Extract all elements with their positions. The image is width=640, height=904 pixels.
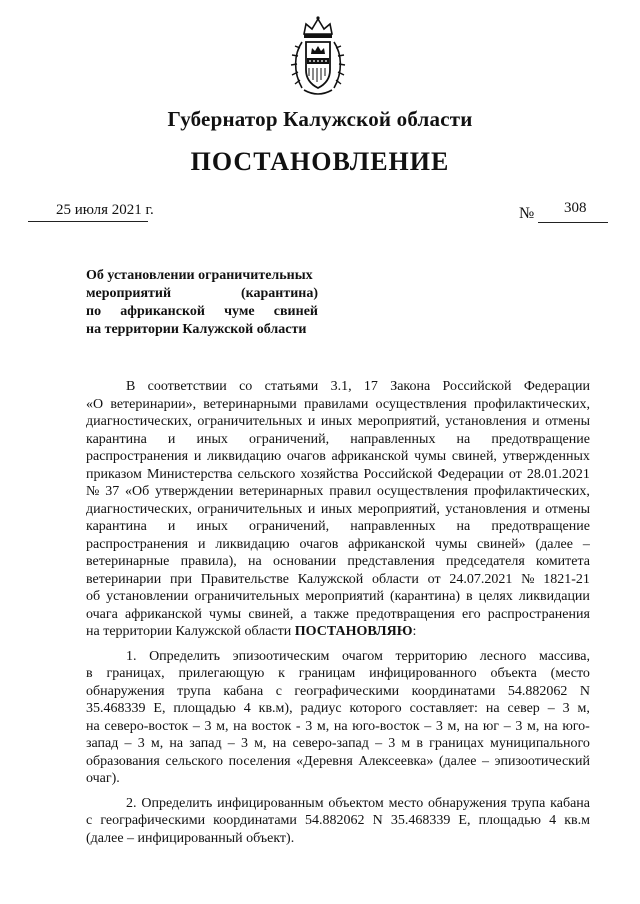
body-word: северо-восток [104, 718, 189, 734]
body-word: ветеринарии», [110, 396, 197, 412]
body-word: ликвидацию [215, 536, 290, 552]
body-line [86, 683, 590, 701]
body-line [86, 753, 590, 771]
document-subject [86, 267, 318, 339]
body-word: м, [150, 736, 164, 751]
body-word: со [239, 379, 253, 394]
body-word: распространения [487, 606, 590, 622]
body-word: утверждении [155, 484, 234, 499]
body-word: обнаружения [86, 683, 165, 699]
body-line [86, 648, 590, 666]
body-word: N [372, 813, 383, 828]
body-word: ограничений, [248, 431, 330, 447]
body-word: с [275, 683, 282, 699]
body-word: направленных [350, 519, 436, 534]
document-date: 25 июля 2021 г. [56, 202, 154, 218]
body-line [86, 483, 590, 501]
document-number: 308 [564, 200, 587, 216]
body-word: правила), [180, 554, 237, 569]
body-word: на [272, 736, 287, 751]
body-word: очаг). [86, 771, 120, 786]
body-word: географическими [100, 813, 206, 828]
body-word: инфицированного [369, 666, 477, 681]
body-word: площадью [478, 813, 542, 828]
body-word: E, [458, 813, 471, 828]
body-word: Определить [141, 795, 213, 811]
body-word: м, [254, 736, 267, 751]
body-word: 35.468339 [390, 813, 451, 828]
body-word: и [307, 501, 316, 517]
body-word: ликвидацию [207, 449, 282, 464]
body-word: иных [320, 414, 353, 429]
body-word: № [86, 484, 100, 499]
body-word: чумы [414, 449, 447, 464]
body-word: северо-запад [292, 736, 369, 751]
body-word: свиней, [451, 449, 497, 464]
body-line [86, 413, 590, 431]
body-word: 3 [305, 718, 313, 734]
body-word: установления [445, 414, 527, 429]
body-word: и [193, 449, 202, 464]
body-word: свиней, [248, 606, 294, 622]
body-word: Алексеевка» [358, 753, 434, 769]
body-word: установлении [106, 589, 189, 604]
body-word: ликвидации [518, 589, 590, 604]
body-word: объектом [328, 795, 384, 811]
body-word: юго-восток [352, 718, 420, 734]
body-line [86, 830, 590, 848]
body-word: 3 [435, 718, 443, 734]
body-word: 35.468339 [86, 701, 146, 716]
body-line [86, 536, 590, 554]
body-line [86, 396, 590, 414]
body-word: чумы [209, 606, 242, 622]
issuing-authority: Губернатор Калужской области [167, 107, 473, 131]
body-paragraph [86, 648, 590, 788]
body-word: – [582, 536, 590, 552]
body-word: сельского [237, 466, 296, 482]
body-paragraph [86, 795, 590, 848]
body-word: трупа [511, 795, 546, 811]
body-word: в [466, 589, 473, 604]
body-word: м, [447, 718, 460, 734]
subject-line [86, 267, 318, 285]
body-word: чумы [435, 536, 468, 552]
body-word: правилами [303, 396, 369, 412]
body-word: и [532, 414, 540, 429]
body-word: географическими [294, 683, 400, 699]
body-word: 3 [562, 701, 570, 716]
body-word: 54.882062 [305, 813, 365, 828]
body-word: представления [347, 554, 435, 569]
body-word: – [227, 736, 235, 751]
body-word: на территории Калужской области [86, 624, 292, 639]
body-word: «О [86, 396, 104, 412]
body-word: на [464, 718, 479, 734]
body-word: на [543, 718, 558, 734]
number-sign: № [519, 205, 535, 222]
body-word: инфицированным [217, 795, 324, 811]
body-word: 3 [515, 718, 523, 734]
body-word: осуществления [376, 484, 468, 499]
subject-word: мероприятий [86, 286, 172, 301]
body-word: 3 [388, 736, 396, 751]
body-word: а [300, 606, 307, 622]
body-word: отмены [545, 501, 590, 517]
subject-line [86, 303, 318, 321]
body-word: границах, [106, 666, 165, 681]
body-word: от [508, 466, 522, 482]
body-line [86, 378, 590, 396]
body-word: на [248, 554, 262, 569]
body-word: границах [429, 736, 484, 751]
body-word: мероприятий, [357, 414, 440, 429]
subject-line [86, 285, 318, 303]
body-word: основании [272, 554, 337, 569]
body-line [86, 718, 590, 736]
body-word: м, [526, 718, 540, 734]
body-word: N [579, 683, 590, 699]
resolution-keyword: ПОСТАНОВЛЯЮ [294, 624, 413, 639]
body-word: ограничительных [194, 589, 300, 604]
document-type-title: ПОСТАНОВЛЕНИЕ [190, 147, 450, 176]
body-word: ветеринарии [86, 571, 162, 587]
body-word: направленных [350, 431, 436, 447]
body-word: E, [153, 701, 166, 716]
body-line [86, 571, 590, 589]
body-word: африканской [125, 606, 202, 622]
body-word: на [485, 701, 500, 716]
body-word: 1. [126, 648, 137, 664]
body-word: (далее [535, 536, 573, 552]
body-word: обнаружения [428, 795, 507, 811]
body-word: председателя [445, 554, 525, 569]
body-word: массива, [538, 648, 590, 664]
body-word: очага [86, 606, 118, 622]
body-word: утвержденных [502, 449, 590, 464]
body-line [86, 553, 590, 571]
body-word: при [170, 571, 193, 587]
body-word: комитета [535, 554, 590, 569]
body-word: поселения [228, 753, 291, 769]
body-line [86, 431, 590, 449]
body-word: кабана [223, 683, 264, 699]
body-word: лесного [479, 648, 527, 664]
body-word: кв.м), [258, 701, 293, 716]
body-word: профилактических, [473, 484, 590, 499]
body-word: эпизоотическим [232, 648, 330, 664]
body-line [86, 795, 590, 813]
subject-word: чуме [224, 304, 255, 319]
body-word: ветеринарные [86, 554, 170, 569]
body-word: распространения [86, 449, 189, 464]
body-word: 54.882062 [507, 683, 568, 699]
body-word: профилактических, [473, 396, 590, 412]
body-word: диагностических, [86, 414, 192, 429]
body-word: : [412, 624, 417, 639]
body-word: радиус [300, 701, 342, 716]
body-word: – [124, 736, 132, 751]
body-word: юг [482, 718, 500, 734]
body-word: и [167, 431, 176, 447]
body-word: и [307, 414, 316, 429]
body-word: области [372, 571, 419, 587]
subject-word: (карантина) [240, 286, 318, 301]
body-line [86, 665, 590, 683]
body-word: – [375, 736, 383, 751]
body-word: м, [216, 718, 229, 734]
body-word: 3 [137, 736, 145, 751]
body-word: 28.01.2021 [526, 466, 590, 482]
body-word: ограничительных [197, 414, 303, 429]
subject-word: африканской [120, 304, 205, 319]
body-word: соответствии [147, 379, 227, 394]
body-word: статьями [264, 379, 319, 394]
body-word: диагностических, [86, 501, 192, 517]
body-word: координатами [213, 813, 297, 828]
body-word: также [313, 606, 349, 622]
body-word: В [126, 379, 136, 394]
body-word: – [481, 753, 489, 769]
body-word: иных [320, 501, 353, 517]
body-word: – [547, 701, 555, 716]
body-word: м [401, 736, 411, 751]
body-word: запад [189, 736, 222, 751]
body-word: эпизоотический [494, 753, 590, 769]
body-word: африканской [331, 449, 409, 464]
body-word: сельского [165, 753, 224, 769]
body-word: трупа [177, 683, 211, 699]
document-body [86, 378, 590, 847]
body-word: в [86, 666, 93, 681]
body-word: ограничительных [197, 501, 303, 517]
body-word: иных [196, 519, 228, 534]
body-word: распространения [86, 536, 189, 552]
body-word: на [456, 519, 471, 534]
body-word: африканской [348, 536, 426, 552]
body-word: Российской [363, 466, 433, 482]
body-line [86, 770, 590, 788]
body-word: и [198, 536, 206, 552]
body-word: мероприятий, [357, 501, 440, 517]
body-word: 3 [204, 718, 212, 734]
body-line [86, 623, 590, 641]
body-word: «Деревня [296, 753, 353, 769]
body-word: предотвращение [491, 431, 590, 447]
body-line [86, 466, 590, 484]
body-word: и [532, 501, 540, 517]
body-line [86, 735, 590, 753]
body-word: на [333, 718, 348, 734]
body-word: юго- [562, 718, 590, 734]
body-word: (карантина) [389, 589, 461, 604]
body-word: 3 [240, 736, 248, 751]
body-word: приказом [86, 466, 142, 482]
body-word: м, [577, 701, 590, 716]
body-word: Российской [442, 379, 512, 394]
body-word: 37 [105, 484, 120, 499]
body-word: очагов [286, 449, 326, 464]
body-word: (далее – инфицированный объект). [86, 830, 295, 846]
body-word: на [169, 736, 184, 751]
body-line [86, 448, 590, 466]
body-word: об [86, 589, 101, 604]
body-word: очагов [299, 536, 339, 552]
subject-word: свиней [273, 304, 318, 319]
body-word: площадью [173, 701, 236, 716]
body-line [86, 606, 590, 624]
body-word: от [427, 571, 441, 587]
body-word: ветеринарных [239, 484, 324, 499]
body-word: 2. [126, 795, 137, 811]
body-word: муниципального [489, 736, 590, 751]
body-word: предотвращение [491, 519, 590, 534]
body-word: с [86, 813, 93, 828]
body-word: запад [86, 736, 119, 751]
body-word: к [278, 666, 285, 681]
body-word: и [167, 519, 176, 534]
body-word: Определить [149, 648, 221, 664]
body-word: установления [445, 501, 527, 517]
body-word: на [86, 718, 100, 734]
body-word: Правительстве [200, 571, 289, 587]
body-line [86, 812, 590, 830]
body-word: Министерства [146, 466, 233, 482]
body-word: – [503, 718, 511, 734]
body-word: ветеринарными [203, 396, 297, 412]
body-word: м, [316, 718, 330, 734]
body-word: в [416, 736, 424, 751]
body-word: ограничений, [248, 519, 330, 534]
body-word: кв.м [564, 813, 590, 828]
body-word: территорию [395, 648, 468, 664]
body-word: объекта [490, 666, 537, 681]
body-word: его [462, 606, 481, 622]
body-word: правил [329, 484, 372, 499]
body-word: прилегающую [178, 666, 265, 681]
body-word: карантина [86, 431, 147, 447]
body-word: хозяйства [300, 466, 359, 482]
body-word: на [233, 718, 247, 734]
body-word: Калужской [297, 571, 364, 587]
body-word: 4 [243, 701, 251, 716]
body-line [86, 518, 590, 536]
body-word: Закона [390, 379, 431, 394]
subject-line [86, 321, 318, 339]
body-word: целях [478, 589, 513, 604]
body-word: восток [251, 718, 292, 734]
body-word: 4 [549, 813, 557, 828]
body-word: кабана [550, 795, 590, 811]
body-word: которого [349, 701, 402, 716]
body-word: осуществления [375, 396, 467, 412]
subject-word: на территории Калужской области [86, 322, 307, 337]
body-word: очагом [341, 648, 383, 664]
body-word: предотвращения [356, 606, 455, 622]
body-word: 3.1, [330, 379, 352, 394]
body-paragraph [86, 378, 590, 641]
kaluga-region-coat-of-arms-icon [288, 14, 348, 100]
body-word: 24.07.2021 [449, 571, 513, 587]
body-word: 17 [363, 379, 378, 394]
body-word: № [521, 571, 535, 587]
body-word: север [507, 701, 540, 716]
body-word: – [424, 718, 432, 734]
body-word: – [192, 718, 200, 734]
body-line [86, 700, 590, 718]
body-word: - [295, 718, 301, 734]
date-underline [28, 221, 148, 222]
body-word: карантина [86, 519, 147, 534]
body-word: на [456, 431, 471, 447]
body-word: координатами [411, 683, 496, 699]
body-word: иных [196, 431, 228, 447]
body-line [86, 588, 590, 606]
body-word: место [388, 795, 424, 811]
body-word: Федерации [437, 466, 504, 482]
body-line [86, 501, 590, 519]
subject-word: по [86, 304, 102, 319]
body-word: образования [86, 753, 160, 769]
body-word: Федерации [523, 379, 590, 394]
body-word: отмены [545, 414, 590, 429]
body-word: 1821-21 [543, 571, 590, 587]
body-word: «Об [125, 484, 150, 499]
body-word: составляет: [409, 701, 478, 716]
body-word: свиней» [477, 536, 526, 552]
body-word: мероприятий [305, 589, 384, 604]
subject-word: Об установлении ограничительных [86, 268, 313, 283]
body-word: границам [298, 666, 356, 681]
number-underline [538, 222, 608, 223]
body-word: (место [550, 666, 590, 681]
body-word: (далее [438, 753, 477, 769]
